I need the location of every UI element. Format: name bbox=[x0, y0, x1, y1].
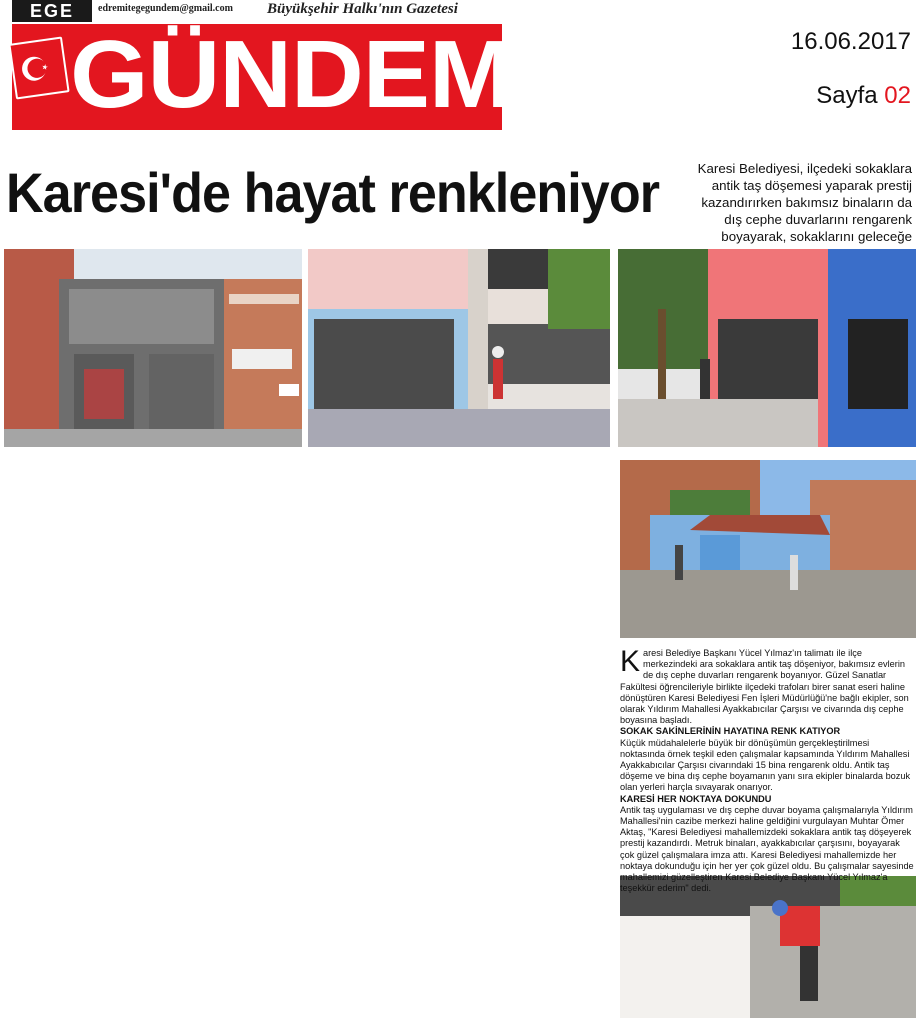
slogan: Büyükşehir Halkı'nın Gazetesi bbox=[267, 1, 458, 17]
blue-house-street-photo bbox=[620, 460, 916, 638]
issue-date: 16.06.2017 bbox=[790, 28, 911, 55]
newspaper-title: GÜNDEM bbox=[70, 21, 512, 128]
page-number-value: 02 bbox=[884, 82, 911, 109]
paragraph-3: Antik taş uygulaması ve dış cephe duvar boyama çalışmalarıyla Yıldırım Mahallesi'nin cazibe merkezi haline geldiğini vurgulayan Muhtar Ömer Aktaş, "Karesi Belediyesi mahallemizdeki sokaklara antik taş döşeyerek prestij kazandırdı. Metruk binaları, ayakkabıcılar çarşısını, boyayarak çok güzel çalışmalara imza attı. Karesi Belediyesi mahallemizde her noktaya dokunduğu için her yer çok güzel oldu. Bu çalışmalar sayesinde mahallemizi güzelleştiren Karesi Belediye Başkanı Yücel Yılmaz'a teşekkür ederim" dedi. bbox=[620, 804, 914, 894]
drop-cap: K bbox=[620, 645, 641, 678]
mural-wall-photo bbox=[4, 249, 302, 447]
lead-paragraph bbox=[620, 645, 915, 726]
article-deck: Karesi Belediyesi, ilçedeki sokaklara antik taş döşemesi yaparak prestij kazandırırken bakımsız binaların da dış cephe duvarlarını rengarenk boyayarak, sokaklarını geleceğe bbox=[697, 161, 912, 244]
wall-painting-photo bbox=[308, 249, 610, 447]
email-address[interactable]: edremitegegundem@gmail.com bbox=[98, 3, 233, 14]
subhead-1: SOKAK SAKİNLERİNİN HAYATINA RENK KATIYOR bbox=[620, 726, 841, 737]
pink-blue-building-photo bbox=[618, 249, 916, 447]
lead-text: aresi Belediye Başkanı Yücel Yılmaz'ın talimatı ile ilçe merkezindeki ara sokaklara antik taş döşeniyor, bakımsız evlerin de dış cephe duvarları rengarenk boyanıyor. Güzel Sanatlar Fakültesi öğrencileriyle birlikte ilçedeki trafoları birer sanat eseri haline dönüştüren Karesi Belediyesi Fen İşleri Müdürlüğü'ne bağlı ekipler, son olarak Yıldırım Mahallesi Ayakkabıcılar Çarşısı ve civarında dış cephe boyasına başladı. bbox=[620, 648, 909, 726]
page-number bbox=[816, 82, 911, 110]
paragraph-2: Küçük müdahalelerle büyük bir dönüşümün gerçekleştirilmesi noktasında örnek teşkil eden çalışmalar kapsamında Yıldırım Mahallesi Ayakkabıcılar Çarşısı civarındaki 15 bina rengarenk oldu. Antik taş döşeme ve bina dış cephe boyamanın yanı sıra ekipler binalarda bozuk olan yerleri harçla sıvayarak onarıyor. bbox=[620, 737, 911, 793]
ege-label: EGE bbox=[12, 0, 92, 22]
turkish-flag-icon bbox=[8, 37, 69, 100]
masthead bbox=[12, 0, 512, 130]
headline: Karesi'de hayat renkleniyor bbox=[6, 161, 660, 224]
subhead-2: KARESİ HER NOKTAYA DOKUNDU bbox=[620, 793, 772, 804]
worker-painting-wall-photo bbox=[620, 876, 916, 1018]
page-label: Sayfa bbox=[816, 82, 878, 109]
article-body bbox=[620, 645, 915, 894]
